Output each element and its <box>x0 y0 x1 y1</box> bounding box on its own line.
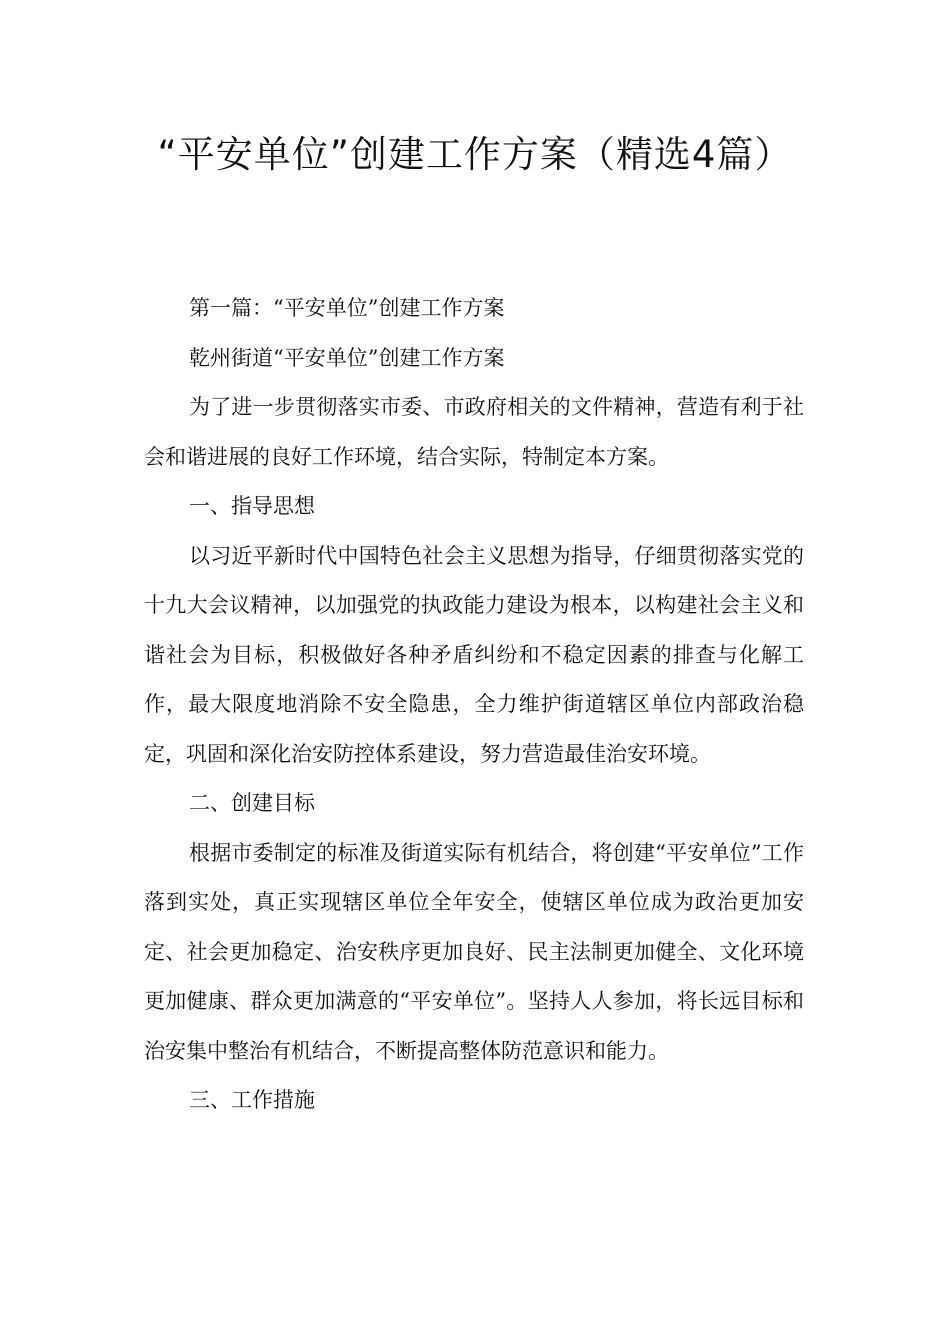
heading-goals: 二、创建目标 <box>189 791 315 815</box>
intro-paragraph: 为了进一步贯彻落实市委、市政府相关的文件精神，营造有利于社会和谐进展的良好工作环境，结合实际，特制定本方案。 <box>144 395 804 469</box>
paragraph-goals: 根据市委制定的标准及街道实际有机结合，将创建“平安单位”工作落到实处，真正实现辖区单位全年安全，使辖区单位成为政治更加安定、社会更加稳定、治安秩序更加良好、民主法制更加健全、文化环境更加健康、群众更加满意的“平安单位”。坚持人人参加，将长远目标和治安集中整治有机结合，不断提高整体防范意识和能力。 <box>144 840 804 1063</box>
heading-guiding-ideology: 一、指导思想 <box>189 494 315 518</box>
subtitle-plan: 乾州街道“平安单位”创建工作方案 <box>189 345 505 370</box>
section-title-part1: 第一篇：“平安单位”创建工作方案 <box>189 296 505 320</box>
heading-measures: 三、工作措施 <box>189 1088 315 1112</box>
document-title: “平安单位”创建工作方案（精选4篇） <box>157 133 793 176</box>
document-body <box>144 284 804 1126</box>
paragraph-guiding-ideology: 以习近平新时代中国特色社会主义思想为指导，仔细贯彻落实党的十九大会议精神，以加强党的执政能力建设为根本，以构建社会主义和谐社会为目标，积极做好各种矛盾纠纷和不稳定因素的排查与化解工作，最大限度地消除不安全隐患，全力维护街道辖区单位内部政治稳定，巩固和深化治安防控体系建设，努力营造最佳治安环境。 <box>144 543 804 766</box>
